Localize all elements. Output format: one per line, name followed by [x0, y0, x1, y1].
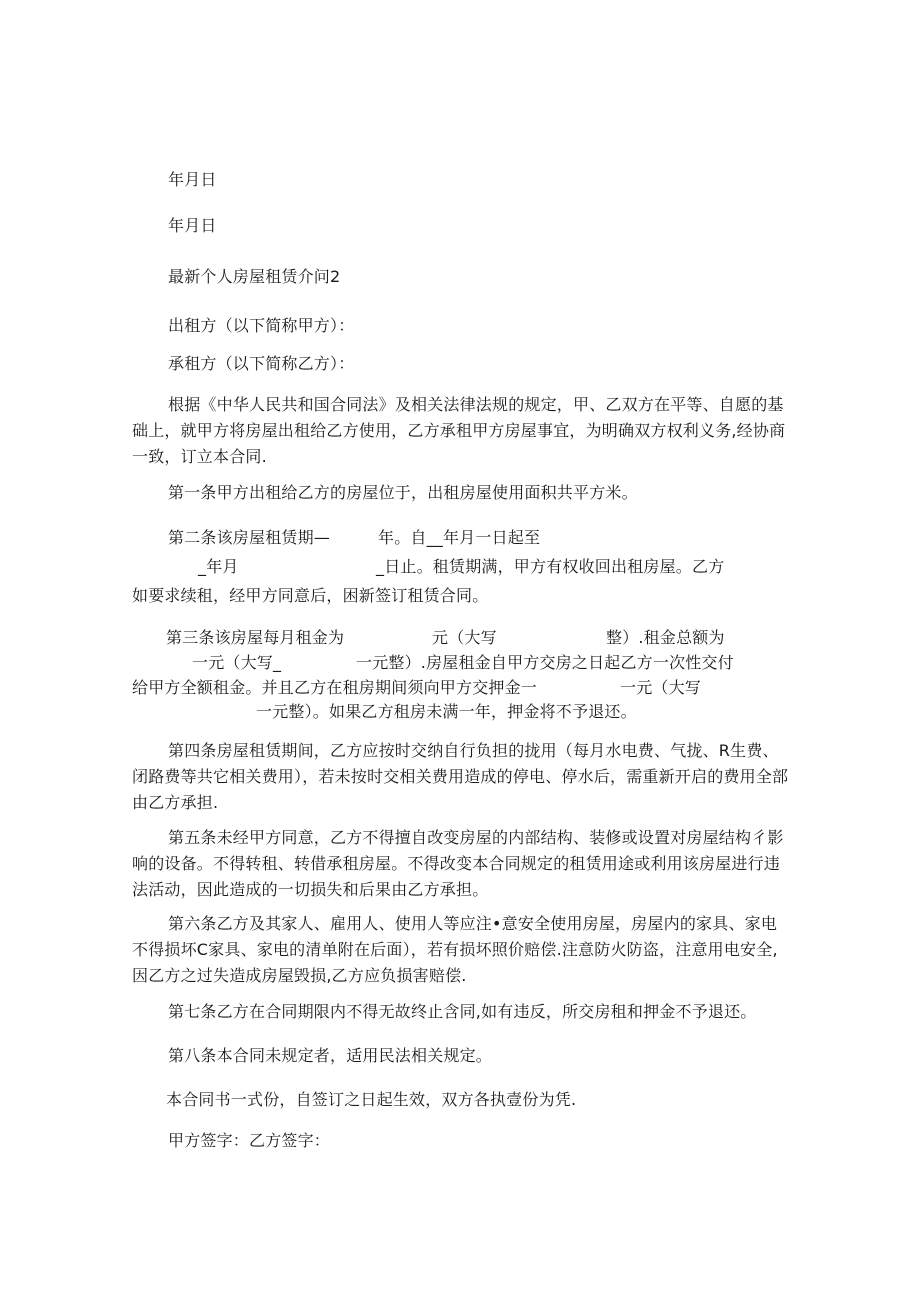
article-7: 第七条乙方在合同期限内不得无故终止含同,如有违反，所交房租和押金不予退还。	[168, 1002, 757, 1021]
date-line: 年月日	[168, 170, 217, 189]
article-2-text: 年。自__年月一日起至	[378, 528, 541, 547]
article-3-text: 给甲方全额租金。并且乙方在租房期间须向甲方交押金一	[132, 678, 538, 697]
article-6: 第六条乙方及其家人、雇用人、使用人等应注•意安全使用房屋，房屋内的家具、家电不得损坏C家具、家电的清单附在后面），若有损坏照价赔偿.注意防火防盗，注意用电安全,因乙方之过失造成房屋毁损,乙方应负损害赔偿.	[132, 914, 778, 985]
article-5: 第五条未经甲方同意，乙方不得擅自改变房屋的内部结构、装修或设置对房屋结构彳影响的设备。不得转租、转借承租房屋。不得改变本合同规定的租赁用途或利用该房屋进行违法活动，因此造成的一切损失和后果由乙方承担。	[132, 828, 784, 899]
article-3-text: 一元（大写_	[192, 653, 282, 672]
article-2-text: 如要求续租，经甲方同意后，困新签订租赁合同。	[132, 586, 489, 605]
lessee-line: 承租方（以下简称乙方）：	[168, 354, 355, 373]
article-3-text: 第三条该房屋每月租金为	[166, 628, 345, 647]
article-1: 第一条甲方出租给乙方的房屋位于，出租房屋使用面积共平方米。	[168, 483, 638, 502]
signature-line: 甲方签字：乙方签字：	[168, 1131, 331, 1150]
lessor-line: 出租方（以下简称甲方）：	[168, 316, 355, 335]
article-3-text: 整）.租金总额为	[606, 628, 725, 647]
date-line: 年月日	[168, 216, 217, 235]
article-3-text: 元（大写	[432, 628, 497, 647]
article-2-text: _日止。租赁期满，甲方有权收回出租房屋。乙方	[376, 557, 725, 576]
article-2-text: 第二条该房屋租赁期—	[168, 528, 331, 547]
document-title: 最新个人房屋租赁介问2	[168, 267, 341, 286]
article-3-text: 一元整）.房屋租金自甲方交房之日起乙方一次性交付	[356, 653, 734, 672]
copies-clause: 本合同书一式份，自签订之日起生效，双方各执壹份为凭.	[166, 1090, 577, 1109]
article-3-text: 一元（大写	[620, 678, 702, 697]
article-4: 第四条房屋租赁期间，乙方应按时交纳自行负担的拢用（每月水电费、气拢、R生费、闭路费等共它相关费用），若未按时交相关费用造成的停电、停水后，需重新开启的费用全部由乙方承担.	[132, 741, 789, 812]
article-2-text: _年月	[198, 557, 239, 576]
preamble-paragraph: 根据《中华人民共和国合同法》及相关法律法规的规定，甲、乙双方在平等、自愿的基础上，就甲方将房屋出租给乙方使用，乙方承租甲方房屋事宜，为明确双方权利义务,经协商一致，订立本合同.	[132, 395, 786, 466]
article-8: 第八条本合同未规定者，适用民法相关规定。	[168, 1046, 493, 1065]
article-3-text: 一元整）。如果乙方租房未满一年，押金将不予退还。	[256, 702, 637, 721]
